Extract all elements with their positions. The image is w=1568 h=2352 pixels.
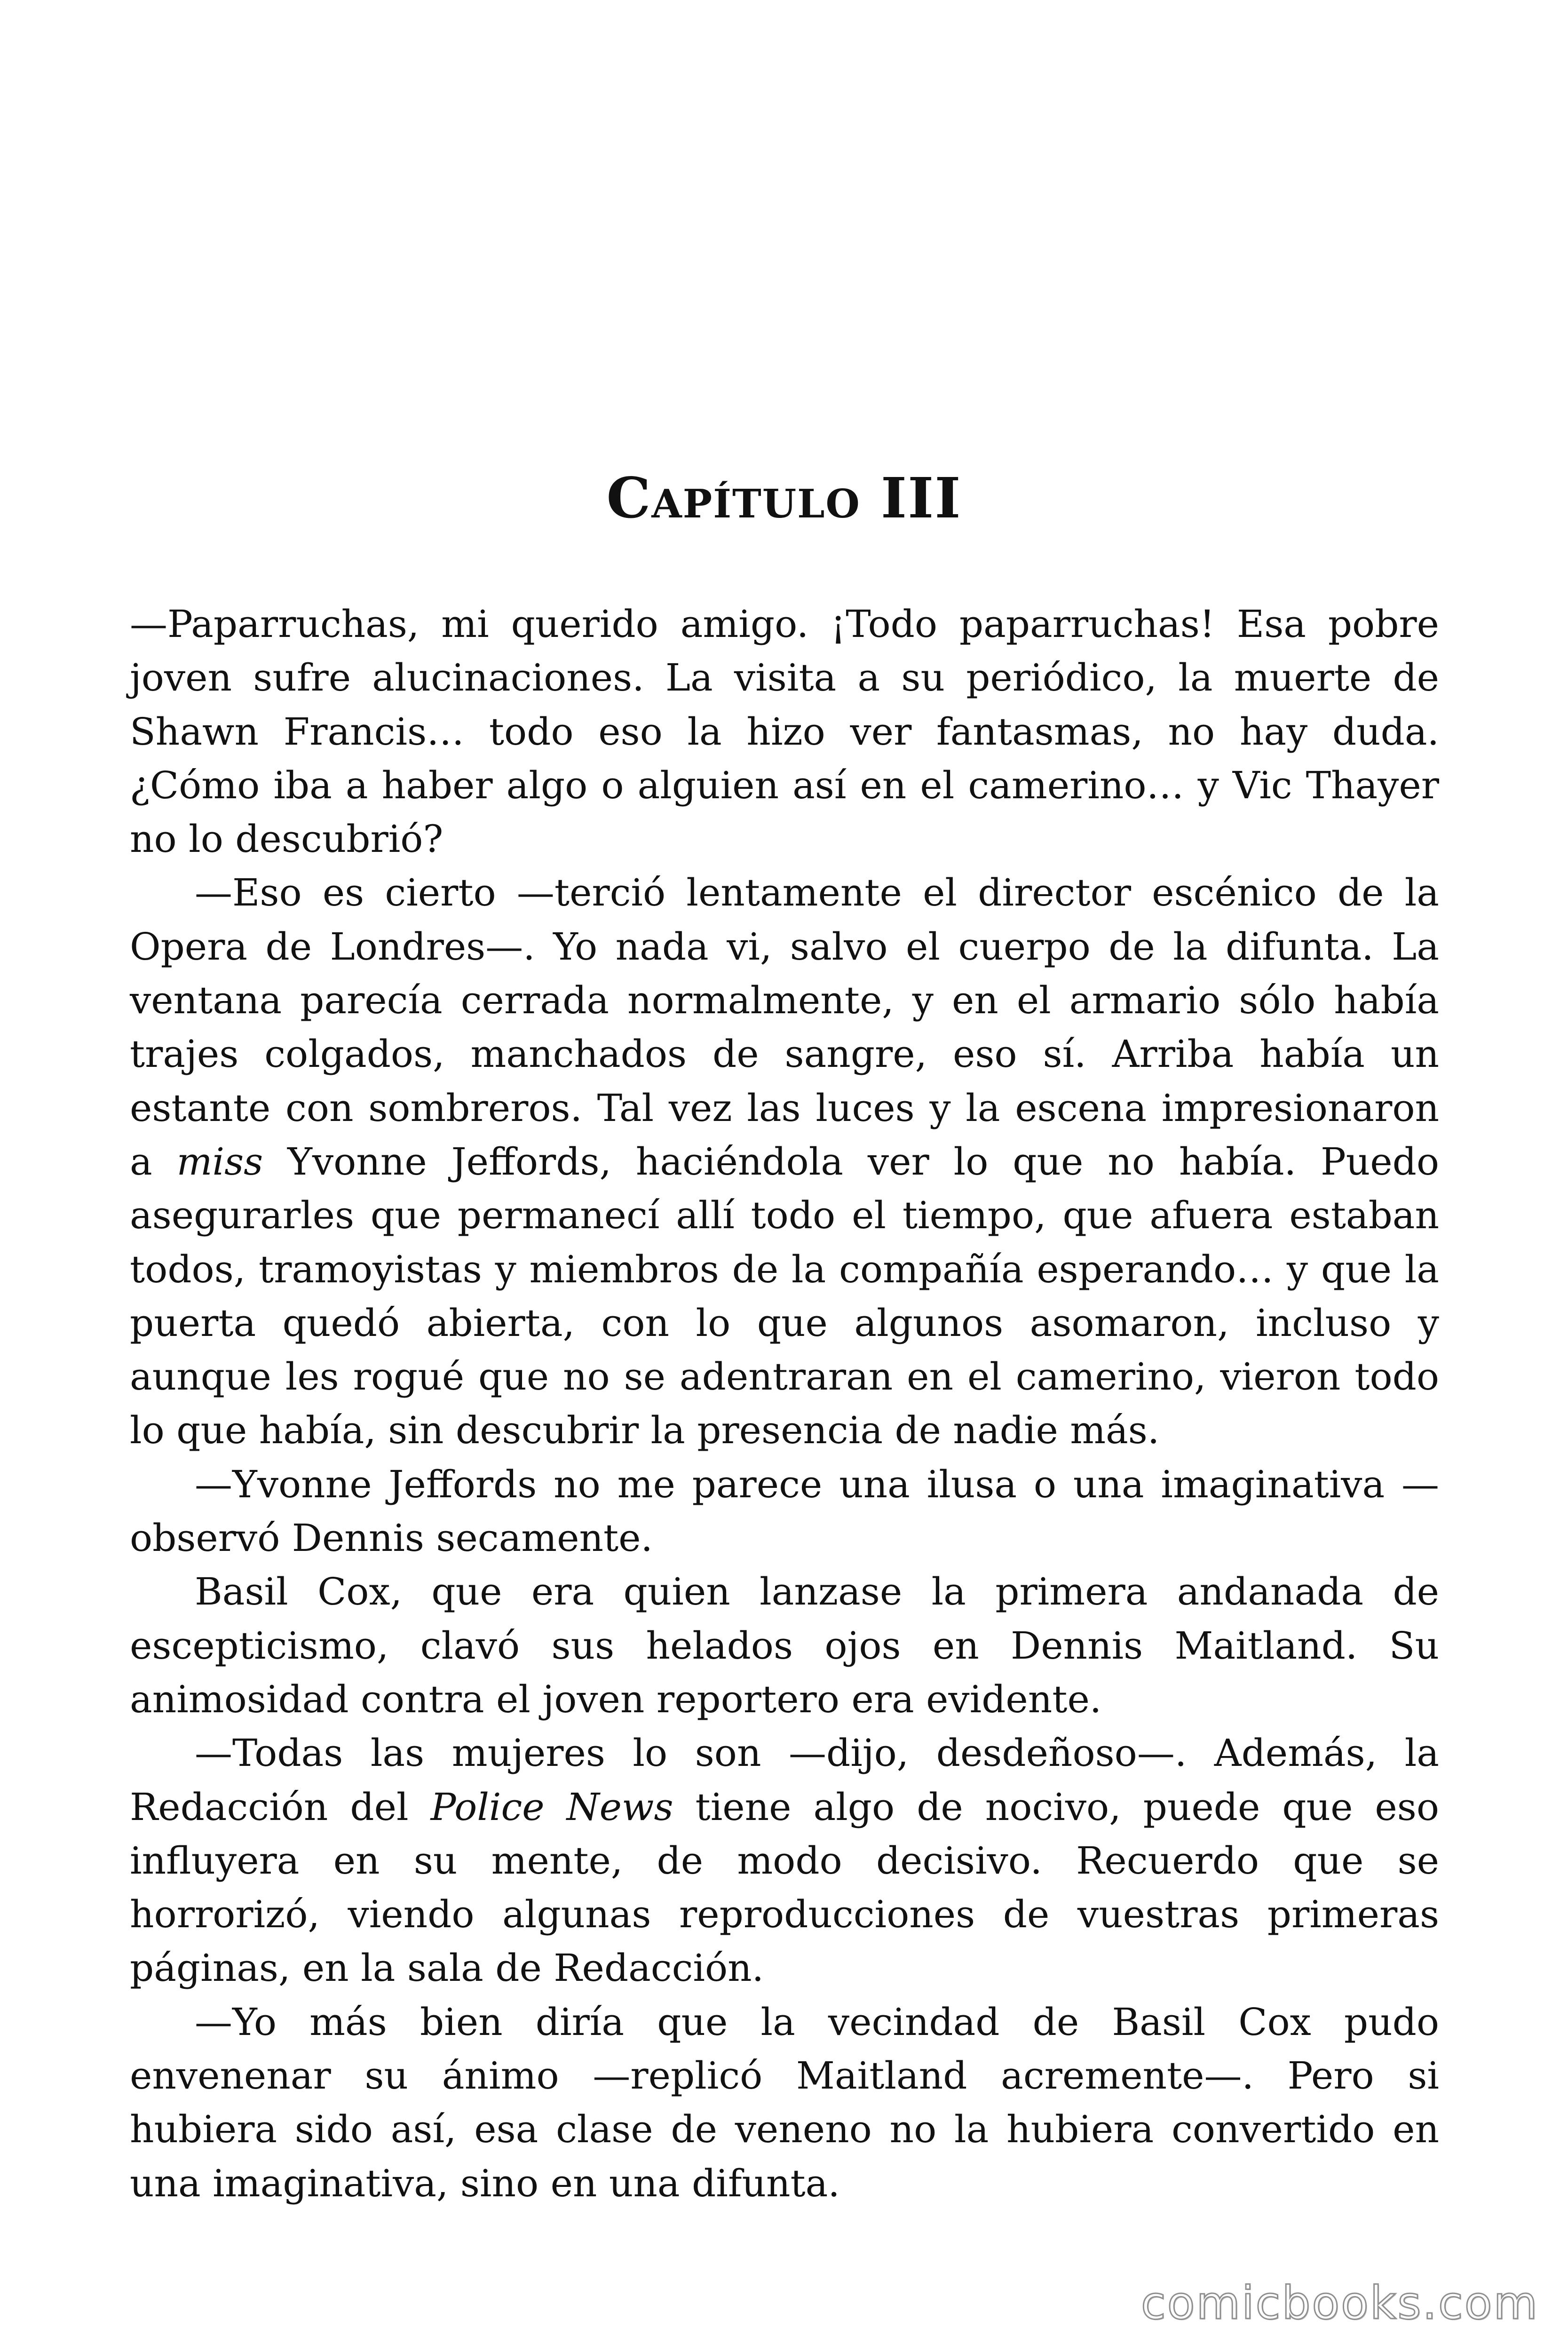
paragraph-6 — [130, 1995, 1439, 2210]
paragraph-3 — [130, 1458, 1439, 1565]
paragraph-6-text: —Yo más bien diría que la vecindad de Basil Cox pudo envenenar su ánimo —replicó Maitland acremente—. Pero si hubiera sido así, esa clase de veneno no la hubiera convertido en una imaginativa, sino en una difunta. — [130, 2000, 1439, 2205]
paragraph-2-text-b: Yvonne Jeffords, haciéndola ver lo que no había. Puedo asegurarles que permanecí allí todo el tiempo, que afuera estaban todos, tramoyistas y miembros de la compañía esperando… y que la puerta quedó abierta, con lo que algunos asomaron, incluso y aunque les rogué que no se adentraran en el camerino, vieron todo lo que había, sin descubrir la presencia de nadie más. — [130, 1139, 1440, 1453]
paragraph-4 — [130, 1565, 1439, 1726]
paragraph-2-text-a: —Eso es cierto —terció lentamente el director escénico de la Opera de Londres—. Yo nada vi, salvo el cuerpo de la difunta. La ventana parecía cerrada normalmente, y en el armario sólo había trajes colgados, manchados de sangre, eso sí. Arriba había un estante con sombreros. Tal vez las luces y la escena impresionaron a — [130, 871, 1439, 1184]
paragraph-2 — [130, 866, 1439, 1457]
paragraph-1 — [130, 597, 1439, 866]
paragraph-5-text-a: —Todas las mujeres lo son —dijo, desdeñoso—. Además, la Redacción del — [130, 1731, 1439, 1829]
paragraph-2-italic-miss: miss — [176, 1139, 263, 1184]
chapter-body — [130, 597, 1439, 2210]
paragraph-1-text: —Paparruchas, mi querido amigo. ¡Todo paparruchas! Esa pobre joven sufre alucinaciones. La visita a su periódico, la muerte de Shawn Francis… todo eso la hizo ver fantasmas, no hay duda. ¿Cómo iba a haber algo o alguien así en el camerino… y Vic Thayer no lo descubrió? — [130, 602, 1439, 861]
paragraph-4-text: Basil Cox, que era quien lanzase la primera andanada de escepticismo, clavó sus helados ojos en Dennis Maitland. Su animosidad contra el joven reportero era evidente. — [130, 1570, 1439, 1721]
paragraph-5-italic-police-news: Police News — [430, 1785, 673, 1829]
paragraph-5 — [130, 1726, 1439, 1995]
chapter-title — [0, 465, 1568, 531]
paragraph-5-text-b: tiene algo de nocivo, puede que eso influyera en su mente, de modo decisivo. Recuerdo que se horrorizó, viendo algunas reproducciones de vuestras primeras páginas, en la sala de Redacción. — [130, 1785, 1439, 1990]
paragraph-3-text: —Yvonne Jeffords no me parece una ilusa o una imaginativa —observó Dennis secamente. — [130, 1462, 1439, 1560]
chapter-title-text: Capítulo III — [606, 465, 962, 531]
watermark-logo: comicbooks.com — [1140, 2277, 1539, 2329]
